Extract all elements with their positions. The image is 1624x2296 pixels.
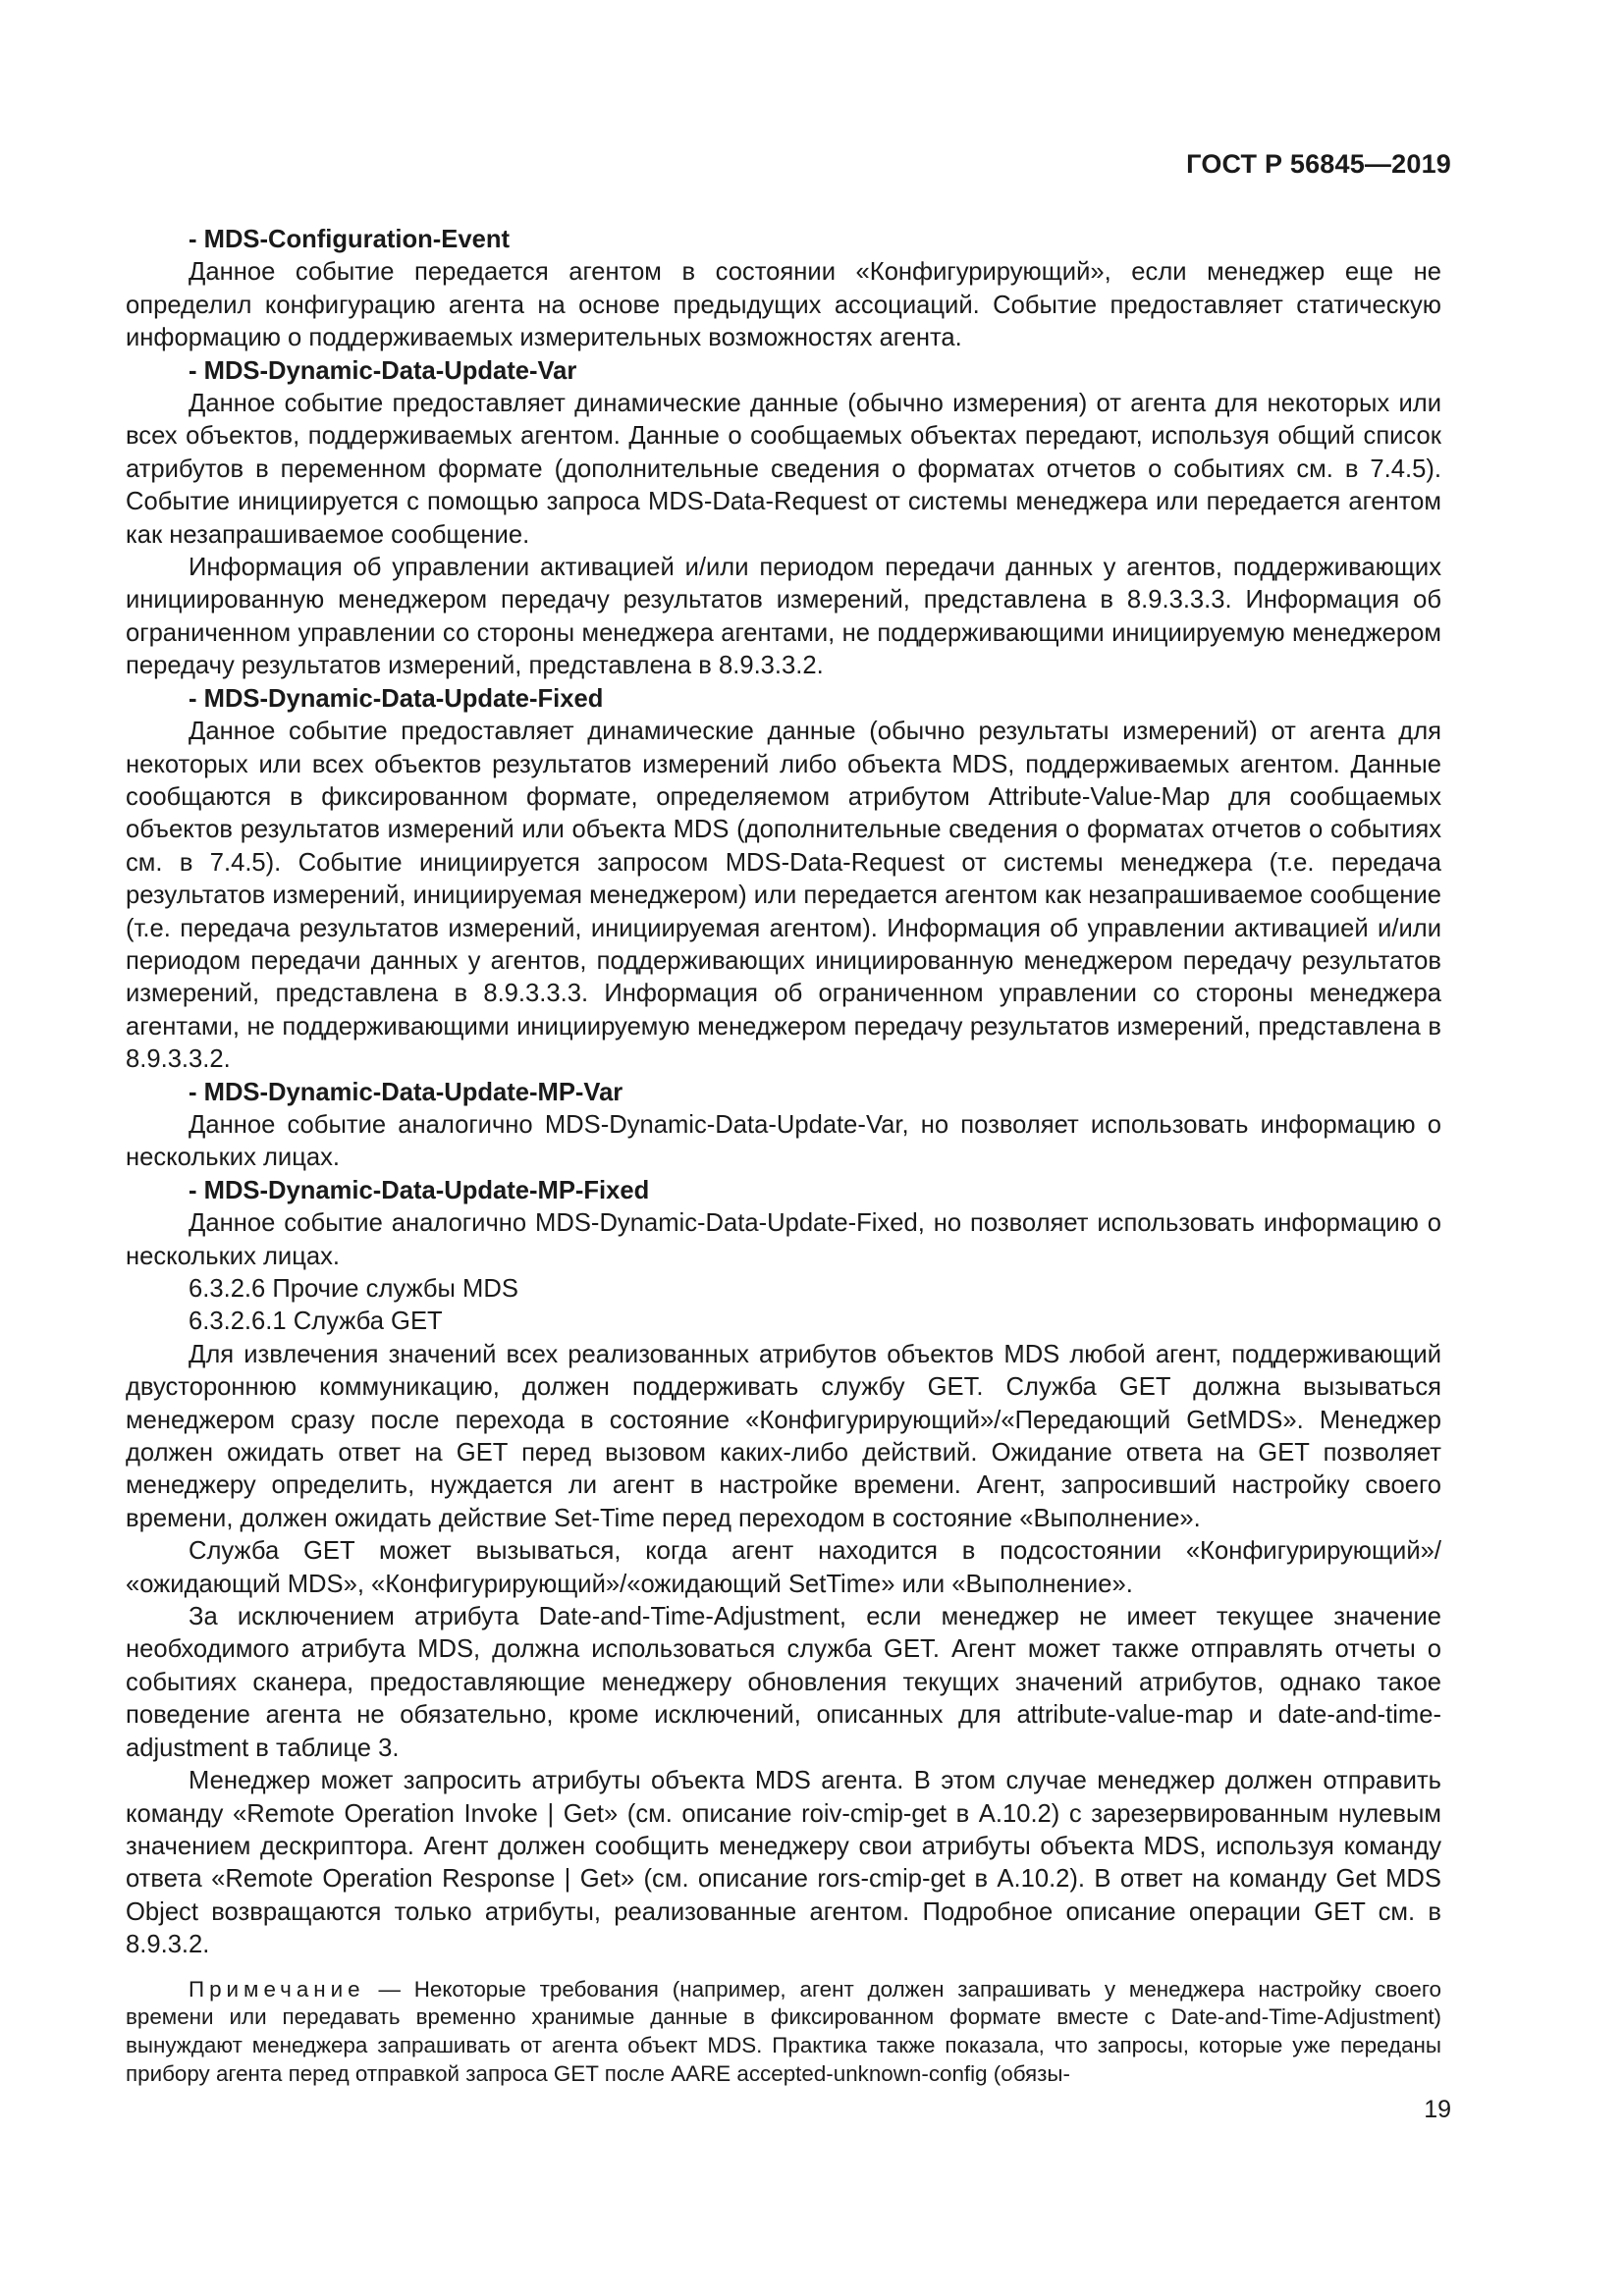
section-title-update-mp-fixed: - MDS-Dynamic-Data-Update-MP-Fixed bbox=[189, 1176, 650, 1204]
paragraph-update-mp-var: Данное событие аналогично MDS-Dynamic-Data-Update-Var, но позволяет использовать информацию о нескольких лицах. bbox=[126, 1110, 1441, 1172]
paragraph-get-service-3: За исключением атрибута Date-and-Time-Adjustment, если менеджер не имеет текущее значение необходимого атрибута MDS, должна использоваться служба GET. Агент может также отправлять отчеты о событиях сканера, предоставляющие менеджеру обновления текущих значений атрибутов, однако такое поведение агента не обязательно, кроме исключений, описанных для attribute-value-map и date-and-time-adjustment в таблице 3. bbox=[126, 1603, 1441, 1762]
document-standard-number: ГОСТ Р 56845—2019 bbox=[1186, 149, 1451, 179]
paragraph-update-fixed: Данное событие предоставляет динамические данные (обычно результаты измерений) от агента для некоторых или всех объектов результатов измерений либо объекта MDS, поддерживаемых агентом. Данные сообщаются в фиксированном формате, определяемом атрибутом Attribute-Value-Map для сообщаемых объектов результатов измерений или объекта MDS (дополнительные сведения о форматах отчетов о событиях см. в 7.4.5). Событие инициируется запросом MDS-Data-Request от системы менеджера (т.е. передача результатов измерений, инициируемая менеджером) или передается агентом как незапрашиваемое сообщение (т.е. передача результатов измерений, инициируемая агентом). Информация об управлении активацией и/или периодом передачи данных у агентов, поддерживающих инициированную менеджером передачу результатов измерений, представлена в 8.9.3.3.3. Информация об ограниченном управлении со стороны менеджера агентами, не поддерживающими инициируемую менеджером передачу результатов измерений, представлена в 8.9.3.3.2. bbox=[126, 718, 1441, 1074]
document-body bbox=[126, 224, 1441, 2089]
paragraph-update-var-2: Информация об управлении активацией и/или периодом передачи данных у агентов, поддерживающих инициированную менеджером передачу результатов измерений, представлена в 8.9.3.3.3. Информация об ограниченном управлении со стороны менеджера агентами, не поддерживающими инициируемую менеджером передачу результатов измерений, представлена в 8.9.3.3.2. bbox=[126, 554, 1441, 680]
note-text: — Некоторые требования (например, агент должен запрашивать у менеджера настройку своего времени или передавать временно хранимые данные в фиксированном формате вместе с Date-and-Time-Adjustment) вынуждают менеджера запрашивать от агента объект MDS. Практика также показала, что запросы, которые уже переданы прибору агента перед отправкой запроса GET после AARE accepted-unknown-config (обязы- bbox=[126, 1976, 1441, 2086]
section-title-update-var: - MDS-Dynamic-Data-Update-Var bbox=[189, 356, 577, 385]
paragraph-config-event: Данное событие передается агентом в состоянии «Конфигурирующий», если менеджер еще не определил конфигурацию агента на основе предыдущих ассоциаций. Событие предоставляет статическую информацию о поддерживаемых измерительных возможностях агента. bbox=[126, 258, 1441, 352]
page-number: 19 bbox=[1424, 2096, 1451, 2123]
paragraph-get-service-1: Для извлечения значений всех реализованных атрибутов объектов MDS любой агент, поддерживающий двустороннюю коммуникацию, должен поддерживать службу GET. Служба GET должна вызываться менеджером сразу после перехода в состояние «Конфигурирующий»/«Передающий GetMDS». Менеджер должен ожидать ответ на GET перед вызовом каких-либо действий. Ожидание ответа на GET позволяет менеджеру определить, нуждается ли агент в настройке времени. Агент, запросивший настройку своего времени, должен ожидать действие Set-Time перед переходом в состояние «Выполнение». bbox=[126, 1340, 1441, 1532]
paragraph-get-service-4: Менеджер может запросить атрибуты объекта MDS агента. В этом случае менеджер должен отправить команду «Remote Operation Invoke | Get» (см. описание roiv-cmip-get в А.10.2) с зарезервированным нулевым значением дескриптора. Агент должен сообщить менеджеру свои атрибуты объекта MDS, используя команду ответа «Remote Operation Response | Get» (см. описание rors-cmip-get в А.10.2). В ответ на команду Get MDS Object возвращаются только атрибуты, реализованные агентом. Подробное описание операции GET см. в 8.9.3.2. bbox=[126, 1767, 1441, 1959]
section-title-update-fixed: - MDS-Dynamic-Data-Update-Fixed bbox=[189, 684, 604, 713]
section-title-config-event: - MDS-Configuration-Event bbox=[189, 226, 510, 253]
clause-title-other-services: 6.3.2.6 Прочие службы MDS bbox=[189, 1275, 518, 1303]
note-label: Примечание bbox=[189, 1976, 365, 2002]
paragraph-update-mp-fixed: Данное событие аналогично MDS-Dynamic-Data-Update-Fixed, но позволяет использовать информацию о нескольких лицах. bbox=[126, 1209, 1441, 1270]
paragraph-get-service-2: Служба GET может вызываться, когда агент находится в подсостоянии «Конфигурирующий»/ «ожидающий MDS», «Конфигурирующий»/«ожидающий SetTime» или «Выполнение». bbox=[126, 1537, 1441, 1598]
subclause-title-get-service: 6.3.2.6.1 Служба GET bbox=[189, 1308, 443, 1336]
note-paragraph bbox=[126, 1976, 1441, 2089]
section-title-update-mp-var: - MDS-Dynamic-Data-Update-MP-Var bbox=[189, 1078, 623, 1106]
paragraph-update-var-1: Данное событие предоставляет динамические данные (обычно измерения) от агента для некоторых или всех объектов, поддерживаемых агентом. Данные о сообщаемых объектах передают, используя общий список атрибутов в переменном формате (дополнительные сведения о форматах отчетов о событиях см. в 7.4.5). Событие инициируется с помощью запроса MDS-Data-Request от системы менеджера или передается агентом как незапрашиваемое сообщение. bbox=[126, 390, 1441, 549]
